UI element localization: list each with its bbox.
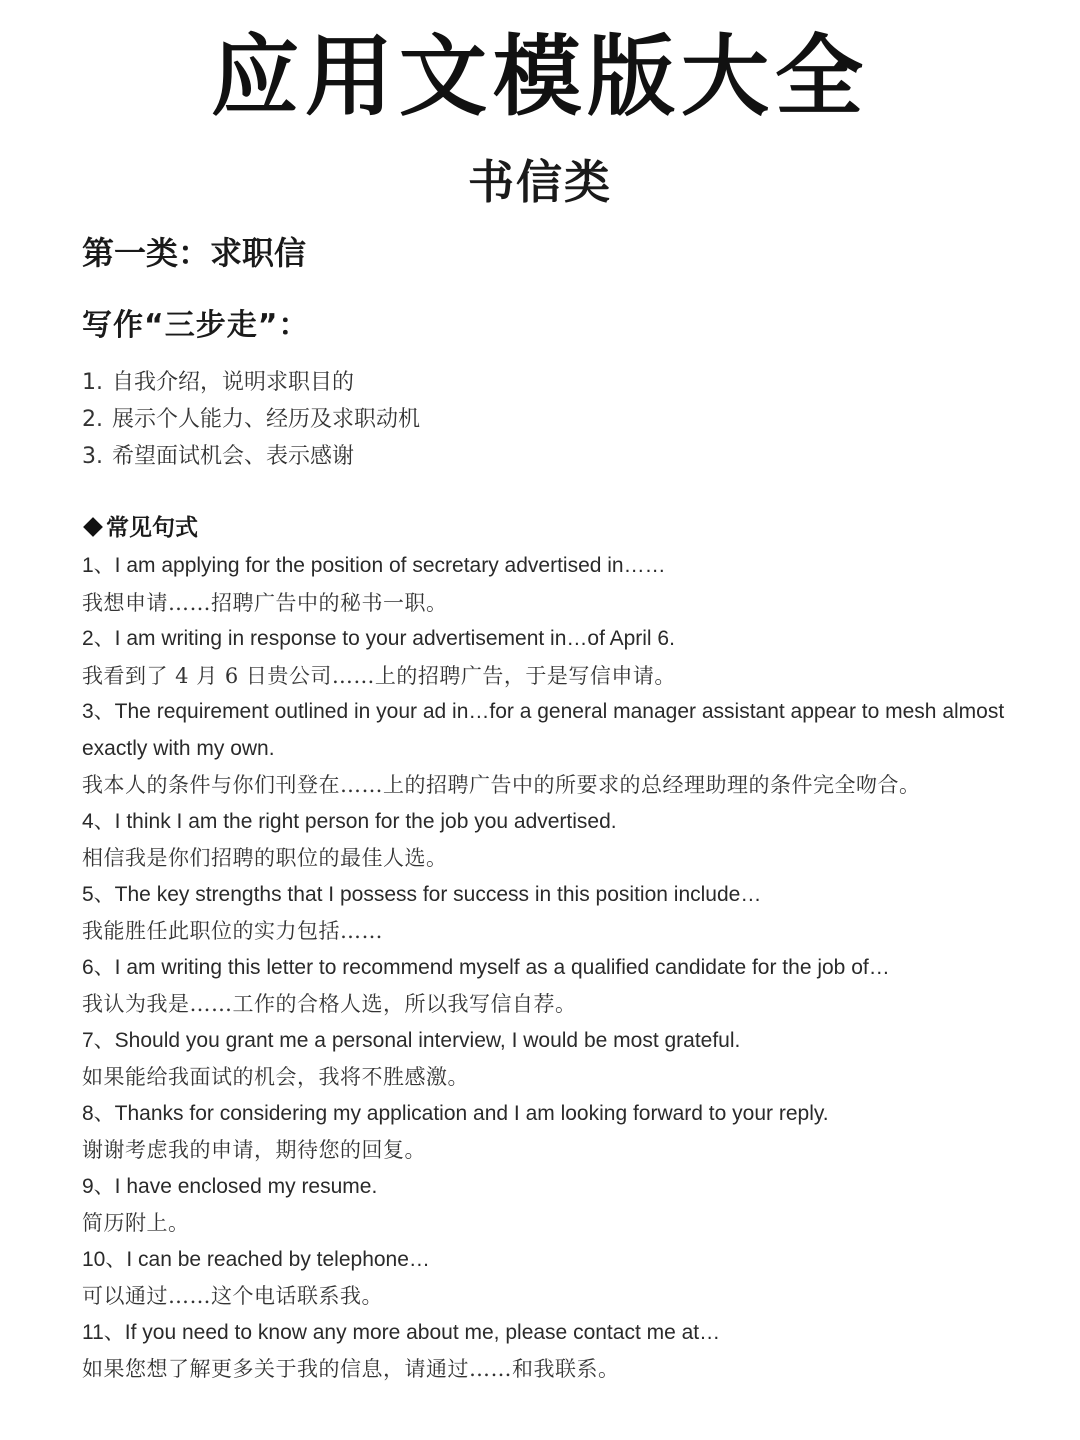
english-sentence: 2、I am writing in response to your advertisement in…of April 6. — [82, 627, 675, 650]
english-sentence: 5、The key strengths that I possess for success in this position include… — [82, 882, 762, 906]
sentence-list — [82, 548, 1042, 1388]
chinese-translation: 可以通过……这个电话联系我。 — [82, 1284, 383, 1308]
chinese-translation: 相信我是你们招聘的职位的最佳人选。 — [82, 846, 448, 870]
patterns-heading-label: 常见句式 — [106, 515, 198, 541]
english-sentence: 4、I think I am the right person for the job you advertised. — [82, 809, 617, 833]
patterns-heading — [82, 510, 198, 546]
steps-list — [82, 364, 420, 475]
sentence-item — [82, 950, 1042, 1023]
diamond-bullet-icon — [83, 517, 103, 537]
english-sentence: 8、Thanks for considering my application and I am looking forward to your reply. — [82, 1101, 829, 1125]
sentence-item — [82, 877, 1042, 950]
step-number: 2. — [82, 407, 103, 432]
chinese-translation: 简历附上。 — [82, 1211, 190, 1235]
sentence-item — [82, 548, 1042, 621]
english-sentence: 6、I am writing this letter to recommend myself as a qualified candidate for the job of… — [82, 955, 890, 979]
section-heading: 第一类：求职信 — [82, 234, 307, 272]
sentence-item — [82, 1096, 1042, 1169]
english-sentence: 1、I am applying for the position of secretary advertised in…… — [82, 554, 666, 577]
chinese-translation: 如果您想了解更多关于我的信息，请通过……和我联系。 — [82, 1357, 620, 1381]
chinese-translation: 我看到了 4 月 6 日贵公司……上的招聘广告，于是写信申请。 — [82, 663, 676, 688]
sentence-item — [82, 1242, 1042, 1315]
step-text: 自我介绍，说明求职目的 — [112, 370, 355, 395]
step-text: 展示个人能力、经历及求职动机 — [112, 407, 421, 432]
step-item — [82, 401, 420, 438]
english-sentence: 10、I can be reached by telephone… — [82, 1247, 430, 1271]
english-sentence: 11、If you need to know any more about me, please contact me at… — [82, 1320, 721, 1344]
sentence-item — [82, 1023, 1042, 1096]
chinese-translation: 如果能给我面试的机会，我将不胜感激。 — [82, 1065, 469, 1089]
step-number: 3. — [82, 444, 103, 469]
chinese-translation: 我本人的条件与你们刊登在……上的招聘广告中的所要求的总经理助理的条件完全吻合。 — [82, 773, 921, 797]
step-item — [82, 364, 420, 401]
document-title: 应用文模版大全 — [210, 25, 869, 128]
sentence-item — [82, 621, 1042, 694]
step-item — [82, 438, 420, 475]
step-text: 希望面试机会、表示感谢 — [112, 444, 355, 469]
step-number: 1. — [82, 370, 103, 395]
english-sentence: 9、I have enclosed my resume. — [82, 1174, 378, 1198]
sentence-item — [82, 1169, 1042, 1242]
sentence-item — [82, 694, 1042, 804]
chinese-translation: 谢谢考虑我的申请，期待您的回复。 — [82, 1138, 426, 1162]
chinese-translation: 我想申请……招聘广告中的秘书一职。 — [82, 590, 448, 615]
english-sentence: 7、Should you grant me a personal interview, I would be most grateful. — [82, 1028, 741, 1052]
document-subtitle: 书信类 — [468, 155, 612, 209]
english-sentence: 3、The requirement outlined in your ad in…for a general manager assistant appear to mesh almost exactly with my own. — [82, 700, 1005, 760]
sentence-item — [82, 1315, 1042, 1388]
chinese-translation: 我能胜任此职位的实力包括…… — [82, 919, 383, 943]
steps-heading: 写作“三步走”： — [82, 308, 310, 343]
sentence-item — [82, 804, 1042, 877]
chinese-translation: 我认为我是……工作的合格人选，所以我写信自荐。 — [82, 992, 577, 1016]
